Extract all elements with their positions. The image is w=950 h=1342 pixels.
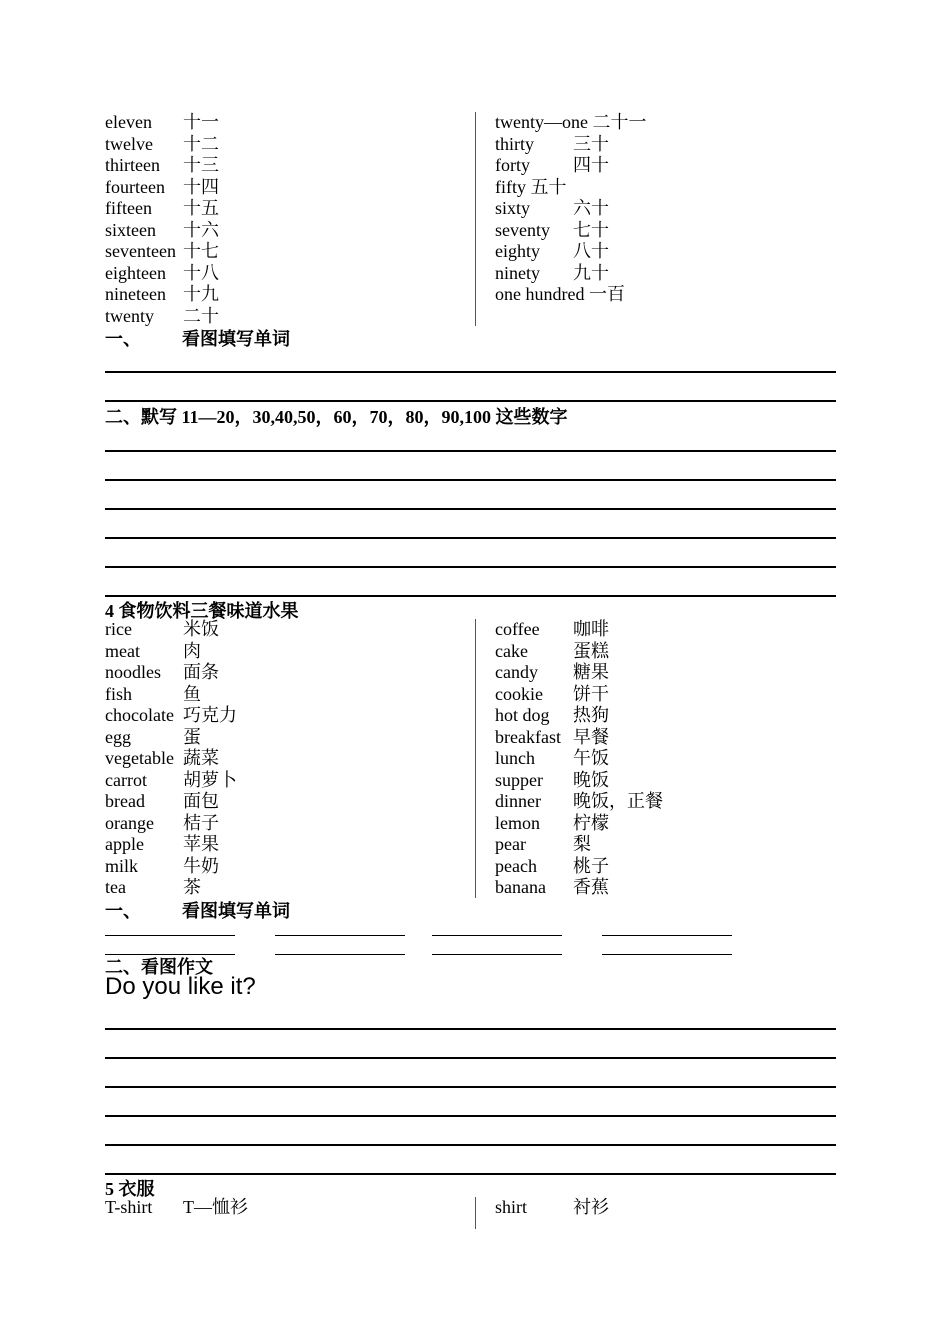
column-divider	[475, 619, 476, 898]
answer-blank[interactable]	[432, 954, 562, 955]
vocab-chinese: 十九	[183, 284, 219, 304]
vocab-english: twenty	[105, 305, 154, 326]
vocab-english: seventy	[495, 219, 550, 240]
vocab-english: peach	[495, 855, 537, 876]
vocab-chinese: 蛋	[183, 726, 201, 747]
vocab-chinese: 早餐	[573, 726, 609, 747]
writing-line[interactable]	[105, 450, 836, 452]
vocab-english: eighty	[495, 241, 540, 261]
task-fill-words-heading	[105, 897, 290, 923]
vocab-chinese: 肉	[183, 640, 201, 661]
vocab-chinese: 桔子	[183, 812, 219, 833]
task-number: 一、	[105, 901, 141, 921]
vocab-chinese: 面包	[183, 791, 219, 811]
vocab-chinese: 八十	[573, 241, 609, 261]
vocab-english: meat	[105, 640, 140, 661]
vocab-chinese: 糖果	[573, 662, 609, 682]
vocab-chinese: 鱼	[183, 683, 201, 704]
vocab-english: noodles	[105, 662, 161, 682]
vocab-chinese: 热狗	[573, 705, 609, 725]
writing-line[interactable]	[105, 1115, 836, 1117]
task-composition-heading: 二、看图作文	[105, 957, 213, 977]
vocab-chinese: 咖啡	[573, 619, 609, 639]
vocab-english: cookie	[495, 683, 543, 704]
vocab-chinese: 三十	[573, 133, 609, 154]
vocab-english: twelve	[105, 133, 153, 154]
writing-line[interactable]	[105, 508, 836, 510]
vocab-chinese: 四十	[573, 155, 609, 175]
vocab-chinese: 衬衫	[573, 1197, 609, 1217]
vocab-english: eighteen	[105, 262, 166, 283]
vocab-english: T-shirt	[105, 1197, 153, 1217]
vocab-english: twenty—one 二十一	[495, 112, 647, 132]
vocab-english: vegetable	[105, 748, 174, 768]
task-text: 看图填写单词	[182, 901, 290, 921]
vocab-english: fish	[105, 683, 132, 704]
vocab-chinese: 晚饭，正餐	[573, 791, 663, 811]
vocab-chinese: T—恤衫	[183, 1197, 248, 1217]
writing-line[interactable]	[105, 479, 836, 481]
vocab-english: fifty 五十	[495, 176, 567, 197]
vocab-chinese: 巧克力	[183, 705, 237, 725]
vocab-chinese: 柠檬	[573, 812, 609, 833]
vocab-english: carrot	[105, 769, 147, 790]
vocab-chinese: 十七	[183, 241, 219, 261]
vocab-chinese: 牛奶	[183, 855, 219, 876]
vocab-english: dinner	[495, 791, 541, 811]
vocab-chinese: 六十	[573, 198, 609, 218]
vocab-english: tea	[105, 877, 126, 897]
writing-line[interactable]	[105, 400, 836, 402]
vocab-chinese: 十五	[183, 198, 219, 218]
task-text: 看图填写单词	[182, 329, 290, 349]
task-dictation-heading: 二、默写 11—20，30,40,50，60，70，80，90,100 这些数字	[105, 407, 568, 427]
answer-blank[interactable]	[275, 935, 405, 936]
task-fill-words-heading	[105, 325, 290, 351]
answer-blank[interactable]	[105, 935, 235, 936]
vocab-english: bread	[105, 791, 145, 811]
vocab-chinese: 蛋糕	[573, 640, 609, 661]
section-5-heading: 5 衣服	[105, 1179, 155, 1199]
vocab-chinese: 九十	[573, 262, 609, 283]
writing-line[interactable]	[105, 1028, 836, 1030]
vocab-english: rice	[105, 619, 132, 639]
vocab-chinese: 七十	[573, 219, 609, 240]
vocab-chinese: 蔬菜	[183, 748, 219, 768]
vocab-chinese: 午饭	[573, 748, 609, 768]
writing-line[interactable]	[105, 566, 836, 568]
vocab-english: orange	[105, 812, 154, 833]
answer-blank[interactable]	[602, 935, 732, 936]
essay-title: Do you like it?	[105, 973, 256, 1000]
vocab-english: hot dog	[495, 705, 550, 725]
vocab-chinese: 晚饭	[573, 769, 609, 790]
vocab-english: fifteen	[105, 198, 152, 218]
writing-line[interactable]	[105, 1057, 836, 1059]
vocab-english: chocolate	[105, 705, 174, 725]
vocab-english: lunch	[495, 748, 535, 768]
vocab-chinese: 米饭	[183, 619, 219, 639]
vocab-chinese: 胡萝卜	[183, 769, 237, 790]
column-divider	[475, 1197, 476, 1229]
vocab-english: milk	[105, 855, 139, 876]
vocab-chinese: 十八	[183, 262, 219, 283]
vocab-english: one hundred 一百	[495, 284, 625, 304]
vocab-chinese: 梨	[573, 834, 591, 854]
answer-blank[interactable]	[602, 954, 732, 955]
vocab-english: breakfast	[495, 726, 561, 747]
vocab-chinese: 十二	[183, 133, 219, 154]
vocab-english: fourteen	[105, 176, 165, 197]
vocab-english: supper	[495, 769, 543, 790]
writing-line[interactable]	[105, 1086, 836, 1088]
writing-line[interactable]	[105, 537, 836, 539]
vocab-chinese: 饼干	[573, 683, 609, 704]
vocab-english: lemon	[495, 812, 540, 833]
answer-blank[interactable]	[432, 935, 562, 936]
vocab-english: sixty	[495, 198, 531, 218]
vocab-english: coffee	[495, 619, 540, 639]
writing-line[interactable]	[105, 1144, 836, 1146]
vocab-chinese: 十四	[183, 176, 219, 197]
vocab-english: thirty	[495, 133, 534, 154]
vocab-english: forty	[495, 155, 530, 175]
column-divider	[475, 112, 476, 326]
vocab-english: shirt	[495, 1197, 528, 1217]
task-number: 一、	[105, 329, 141, 349]
writing-line[interactable]	[105, 371, 836, 373]
vocab-english: candy	[495, 662, 538, 682]
vocab-chinese: 十三	[183, 155, 219, 175]
vocab-english: pear	[495, 834, 526, 854]
vocab-chinese: 十六	[183, 219, 219, 240]
vocab-english: apple	[105, 834, 144, 854]
answer-blank[interactable]	[275, 954, 405, 955]
vocab-english: banana	[495, 877, 546, 897]
vocab-english: ninety	[495, 262, 540, 283]
vocab-chinese: 十一	[183, 112, 219, 132]
writing-line[interactable]	[105, 1173, 836, 1175]
vocab-english: cake	[495, 640, 528, 661]
vocab-english: eleven	[105, 112, 152, 132]
vocab-chinese: 桃子	[573, 855, 609, 876]
vocab-english: sixteen	[105, 219, 156, 240]
vocab-english: nineteen	[105, 284, 166, 304]
section-4-heading: 4 食物饮料三餐味道水果	[105, 601, 299, 621]
vocab-chinese: 二十	[183, 305, 219, 326]
vocab-chinese: 香蕉	[573, 877, 609, 897]
vocab-chinese: 面条	[183, 662, 219, 682]
vocab-english: egg	[105, 726, 131, 747]
vocab-chinese: 茶	[183, 877, 201, 897]
vocab-chinese: 苹果	[183, 834, 219, 854]
vocab-english: seventeen	[105, 241, 176, 261]
vocab-english: thirteen	[105, 155, 160, 175]
